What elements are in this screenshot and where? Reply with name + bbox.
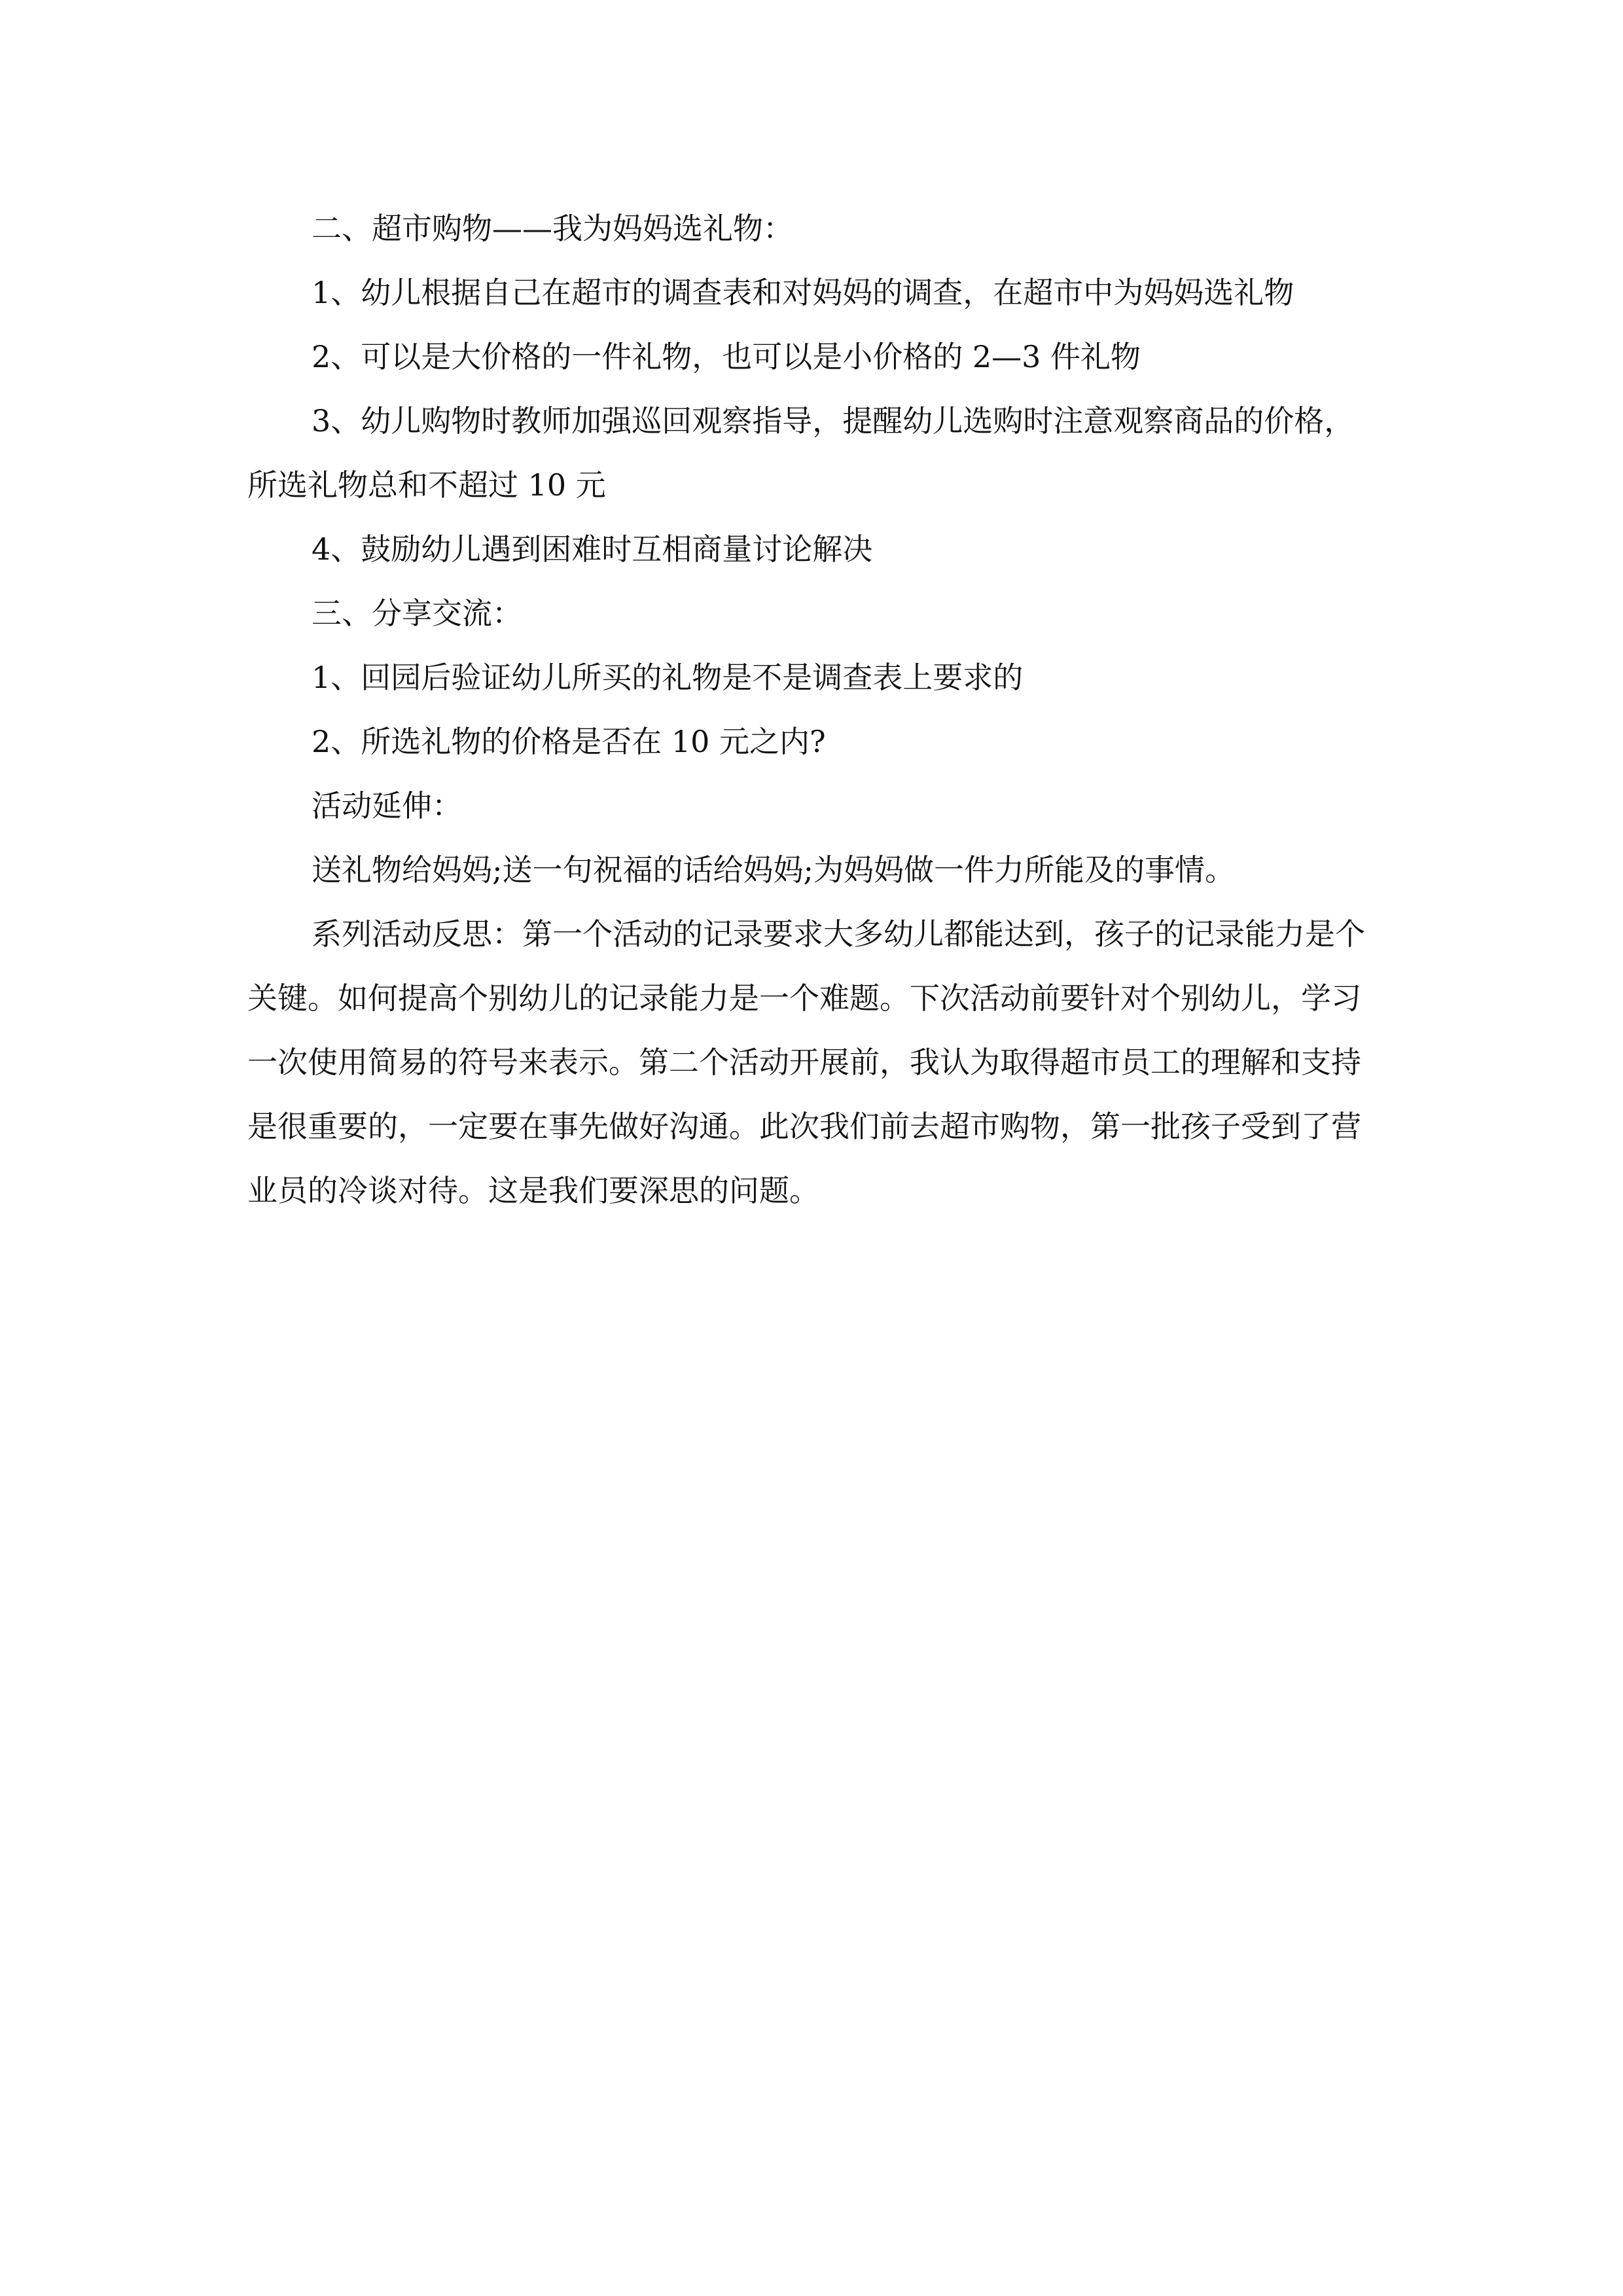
section-heading-supermarket-shopping: 二、超市购物——我为妈妈选礼物： xyxy=(312,211,793,246)
extension-text: 送礼物给妈妈;送一句祝福的话给妈妈;为妈妈做一件力所能及的事情。 xyxy=(312,852,1235,888)
section-heading-activity-extension: 活动延伸： xyxy=(312,788,462,823)
list-item-2-price-options: 2、可以是大价格的一件礼物，也可以是小价格的 2—3 件礼物 xyxy=(312,339,1141,374)
section-heading-sharing: 三、分享交流： xyxy=(312,596,522,631)
list-item-4-solve-problems: 4、鼓励幼儿遇到困难时互相商量讨论解决 xyxy=(312,531,873,567)
list-item-2-price-check: 2、所选礼物的价格是否在 10 元之内? xyxy=(312,724,826,759)
list-item-1-choose-gift: 1、幼儿根据自己在超市的调查表和对妈妈的调查，在超市中为妈妈选礼物 xyxy=(312,275,1294,310)
reflection-paragraph: 系列活动反思：第一个活动的记录要求大多幼儿都能达到，孩子的记录能力是个关键。如何提高个别幼儿的记录能力是一个难题。下次活动前要针对个别幼儿，学习一次使用简易的符号来表示。第二个活动开展前，我认为取得超市员工的理解和支持是很重要的，一定要在事先做好沟通。此次我们前去超市购物，第一批孩子受到了营业员的冷谈对待。这是我们要深思的问题。 xyxy=(247,916,1365,1208)
document-body xyxy=(247,196,1373,1223)
list-item-3-teacher-guidance: 3、幼儿购物时教师加强巡回观察指导，提醒幼儿选购时注意观察商品的价格，所选礼物总和不超过 10 元 xyxy=(247,403,1355,503)
list-item-1-verify-gifts: 1、回园后验证幼儿所买的礼物是不是调查表上要求的 xyxy=(312,660,1024,695)
